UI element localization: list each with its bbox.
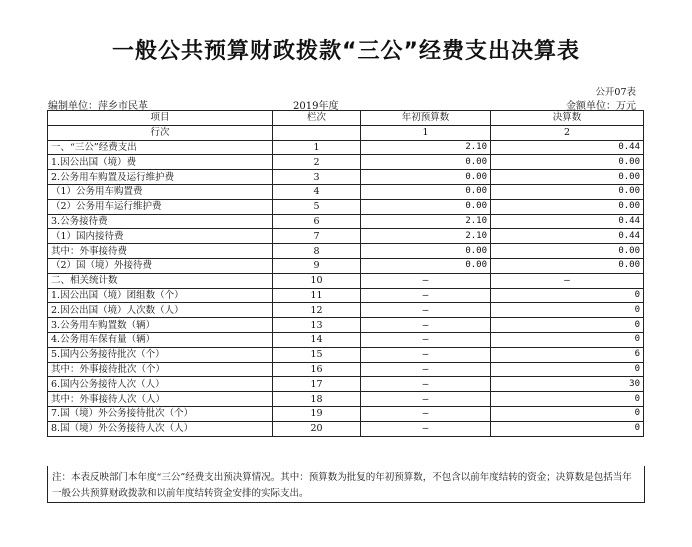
row-line-number: 1 xyxy=(273,140,361,155)
row-budget-value: – xyxy=(361,362,491,377)
form-number: 公开07表 xyxy=(595,87,636,98)
table-row xyxy=(48,199,644,214)
money-unit: 金额单位：万元 xyxy=(566,101,636,112)
row-budget-value: – xyxy=(361,318,491,333)
col-header-final: 决算数 xyxy=(491,111,644,126)
row-final-value: 0.00 xyxy=(491,258,644,273)
row-line-number: 12 xyxy=(273,303,361,318)
row-final-value: 0.00 xyxy=(491,155,644,170)
row-line-number: 16 xyxy=(273,362,361,377)
row-budget-value: – xyxy=(361,332,491,347)
row-budget-value: – xyxy=(361,392,491,407)
row-final-value: 6 xyxy=(491,347,644,362)
fiscal-year: 2019年度 xyxy=(293,101,339,112)
row-line-number: 20 xyxy=(273,421,361,436)
col-header-line: 栏次 xyxy=(273,111,361,126)
row-line-number: 15 xyxy=(273,347,361,362)
row-final-value: 0 xyxy=(491,288,644,303)
row-final-value: 0.44 xyxy=(491,214,644,229)
row-line-number: 6 xyxy=(273,214,361,229)
row-line-number: 5 xyxy=(273,199,361,214)
compiling-unit: 编制单位：萍乡市民革 xyxy=(48,101,148,112)
row-budget-value: – xyxy=(361,377,491,392)
table-row xyxy=(48,273,644,288)
row-final-value: 0.00 xyxy=(491,170,644,185)
row-final-value: 30 xyxy=(491,377,644,392)
row-item: 3.公务用车购置数（辆） xyxy=(48,318,273,333)
row-final-value: 0.00 xyxy=(491,184,644,199)
table-row xyxy=(48,229,644,244)
row-line-number: 17 xyxy=(273,377,361,392)
row-line-number: 9 xyxy=(273,258,361,273)
row-item: （2）公务用车运行维护费 xyxy=(48,199,273,214)
row-line-number: 18 xyxy=(273,392,361,407)
row-budget-value: – xyxy=(361,406,491,421)
row-budget-value: 0.00 xyxy=(361,199,491,214)
table-row xyxy=(48,170,644,185)
table-row xyxy=(48,377,644,392)
table-row xyxy=(48,406,644,421)
row-final-value: – xyxy=(491,273,644,288)
row-final-value: 0 xyxy=(491,421,644,436)
row-item: （1）公务用车购置费 xyxy=(48,184,273,199)
row-item: 3.公务接待费 xyxy=(48,214,273,229)
row-final-value: 0 xyxy=(491,332,644,347)
row-final-value: 0.44 xyxy=(491,229,644,244)
table-row xyxy=(48,140,644,155)
footnote: 注：本表反映部门本年度“三公”经费支出预决算情况。其中：预算数为批复的年初预算数，不包含以前年度结转的资金；决算数是包括当年一般公共预算财政拨款和以前年度结转资金安排的实际支出。 xyxy=(47,466,645,503)
table-row xyxy=(48,288,644,303)
row-budget-value: 2.10 xyxy=(361,214,491,229)
row-budget-value: 0.00 xyxy=(361,170,491,185)
row-item: 二、相关统计数 xyxy=(48,273,273,288)
row-budget-value: 2.10 xyxy=(361,229,491,244)
row-line-number: 7 xyxy=(273,229,361,244)
row-line-number: 11 xyxy=(273,288,361,303)
col-header-item: 项目 xyxy=(48,111,273,126)
row-line-number: 3 xyxy=(273,170,361,185)
row-final-value: 0 xyxy=(491,362,644,377)
row-item: （1）国内接待费 xyxy=(48,229,273,244)
table-row xyxy=(48,155,644,170)
expenditure-table xyxy=(47,110,644,437)
row-item: 6.国内公务接待人次（人） xyxy=(48,377,273,392)
row-line-number: 4 xyxy=(273,184,361,199)
budget-column-number: 1 xyxy=(361,125,491,140)
column-number-row xyxy=(48,125,644,140)
row-item: 2.因公出国（境）人次数（人） xyxy=(48,303,273,318)
row-item: 其中：外事接待费 xyxy=(48,244,273,259)
row-budget-value: – xyxy=(361,288,491,303)
row-line-number: 14 xyxy=(273,332,361,347)
row-final-value: 0 xyxy=(491,392,644,407)
row-budget-value: 0.00 xyxy=(361,155,491,170)
table-row xyxy=(48,244,644,259)
row-final-value: 0 xyxy=(491,303,644,318)
row-budget-value: – xyxy=(361,347,491,362)
row-item: 2.公务用车购置及运行维护费 xyxy=(48,170,273,185)
header-row xyxy=(48,111,644,126)
col-header-budget: 年初预算数 xyxy=(361,111,491,126)
row-line-number: 8 xyxy=(273,244,361,259)
table-row xyxy=(48,258,644,273)
row-final-value: 0 xyxy=(491,318,644,333)
final-column-number: 2 xyxy=(491,125,644,140)
row-item: 一、“三公”经费支出 xyxy=(48,140,273,155)
row-item: 4.公务用车保有量（辆） xyxy=(48,332,273,347)
row-item: 其中：外事接待人次（人） xyxy=(48,392,273,407)
table-row xyxy=(48,214,644,229)
row-item: （2）国（境）外接待费 xyxy=(48,258,273,273)
row-item: 5.国内公务接待批次（个） xyxy=(48,347,273,362)
table-row xyxy=(48,318,644,333)
row-budget-value: – xyxy=(361,303,491,318)
row-item: 其中：外事接待批次（个） xyxy=(48,362,273,377)
row-item: 1.因公出国（境）团组数（个） xyxy=(48,288,273,303)
row-item: 1.因公出国（境）费 xyxy=(48,155,273,170)
row-line-number: 2 xyxy=(273,155,361,170)
table-row xyxy=(48,392,644,407)
row-item: 7.国（境）外公务接待批次（个） xyxy=(48,406,273,421)
row-line-number: 13 xyxy=(273,318,361,333)
row-budget-value: 0.00 xyxy=(361,184,491,199)
row-line-number: 19 xyxy=(273,406,361,421)
row-final-value: 0.00 xyxy=(491,244,644,259)
row-final-value: 0.00 xyxy=(491,199,644,214)
row-final-value: 0.44 xyxy=(491,140,644,155)
table-row xyxy=(48,362,644,377)
page-title: 一般公共预算财政拨款“三公”经费支出决算表 xyxy=(112,39,580,64)
row-number-label: 行次 xyxy=(48,125,273,140)
table-row xyxy=(48,347,644,362)
row-line-number: 10 xyxy=(273,273,361,288)
table-row xyxy=(48,184,644,199)
row-budget-value: – xyxy=(361,421,491,436)
row-item: 8.国（境）外公务接待人次（人） xyxy=(48,421,273,436)
table-row xyxy=(48,303,644,318)
table-row xyxy=(48,332,644,347)
row-budget-value: 0.00 xyxy=(361,258,491,273)
row-budget-value: 2.10 xyxy=(361,140,491,155)
row-budget-value: – xyxy=(361,273,491,288)
line-number-blank xyxy=(273,125,361,140)
row-final-value: 0 xyxy=(491,406,644,421)
row-budget-value: 0.00 xyxy=(361,244,491,259)
table-row xyxy=(48,421,644,436)
